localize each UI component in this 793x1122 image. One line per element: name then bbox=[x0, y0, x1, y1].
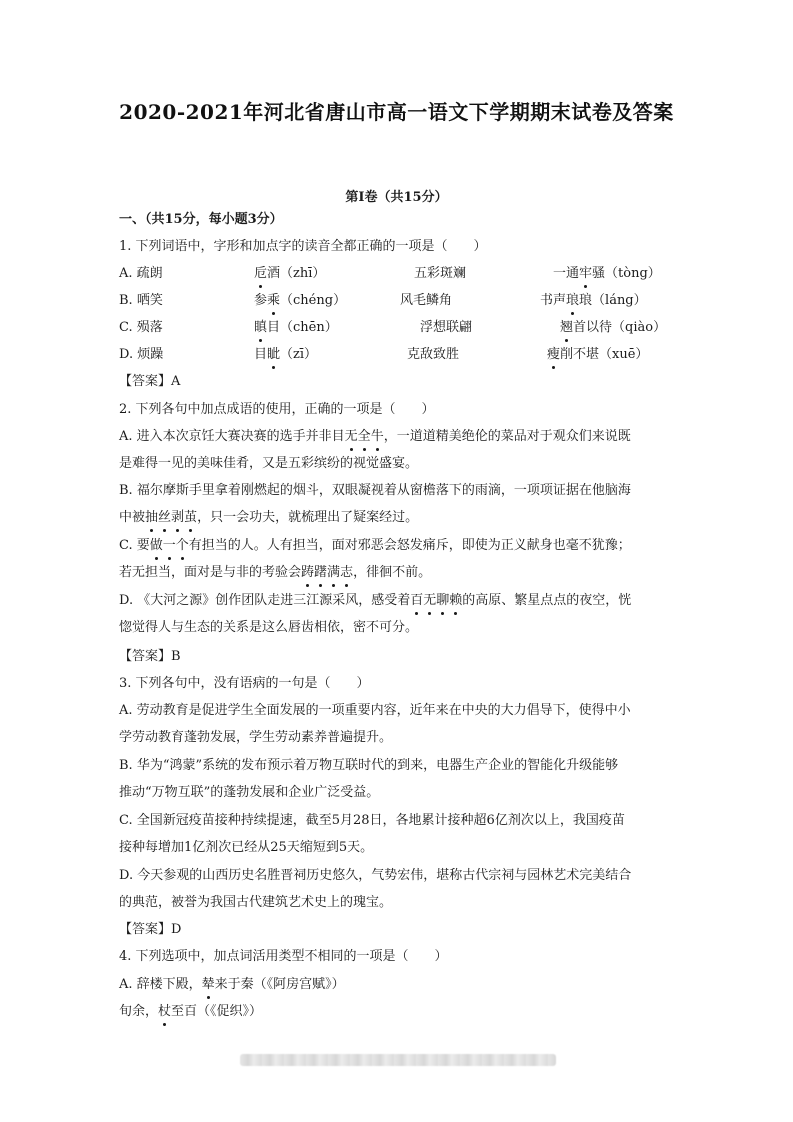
q1-answer: 【答案】A bbox=[119, 374, 181, 389]
q1-b-word3: 风毛鳞角 bbox=[400, 293, 453, 308]
q1-b-word1: B. 哂笑 bbox=[119, 293, 163, 308]
q1-c-word3: 浮想联翩 bbox=[420, 320, 473, 335]
q3-line: 接种每增加1亿剂次已经从25天缩短到5天。 bbox=[119, 840, 374, 855]
q4-option-a: A. 辞楼下殿，辇来于秦（《阿房宫赋》） bbox=[119, 975, 679, 995]
q1-d-word4: 瘦削不堪（xuē） bbox=[547, 345, 648, 365]
q2-option-d-line1: D. 《大河之源》创作团队走进三江源采风，感受着百无聊赖的高原、繁星点点的夜空，恍 bbox=[119, 591, 679, 611]
q3-line: 的典范，被誉为我国古代建筑艺术史上的瑰宝。 bbox=[119, 895, 393, 910]
q2-answer: 【答案】B bbox=[119, 649, 181, 664]
q4-option-a-second: 旬余，杖至百（《促织》） bbox=[119, 1002, 679, 1022]
q3-line: B. 华为“鸿蒙”系统的发布预示着万物互联时代的到来，电器生产企业的智能化升级能够 bbox=[119, 758, 619, 773]
q2-option-c-line2: 若无担当，面对是与非的考验会踌躇满志，徘徊不前。 bbox=[119, 563, 679, 583]
q2-option-a-line2: 是难得一见的美味佳肴，又是五彩缤纷的视觉盛宴。 bbox=[119, 456, 419, 471]
q3-line: A. 劳动教育是促进学生全面发展的一项重要内容，近年来在中央的大力倡导下，使得中小 bbox=[119, 703, 631, 718]
dotted-phrase: 无全牛 bbox=[345, 429, 384, 444]
q1-a-word1: A. 疏朗 bbox=[119, 266, 163, 281]
dotted-phrase: 百无聊赖 bbox=[410, 593, 462, 608]
q1-a-word4: 一通牢骚（tòng） bbox=[553, 264, 661, 284]
q1-d-word3: 克敌致胜 bbox=[407, 347, 460, 362]
q1-c-word1: C. 殒落 bbox=[119, 320, 163, 335]
q2-stem: 2. 下列各句中加点成语的使用，正确的一项是（ ） bbox=[119, 402, 435, 417]
q3-line: D. 今天参观的山西历史名胜晋祠历史悠久，气势宏伟，堪称古代宗祠与园林艺术完美结合 bbox=[119, 868, 632, 883]
q1-b-word4: 书声琅琅（láng） bbox=[540, 291, 647, 311]
q1-b-word2: 参乘（chéng） bbox=[254, 291, 346, 311]
q2-option-b-line1: B. 福尔摩斯手里拿着刚燃起的烟斗，双眼凝视着从窗檐落下的雨滴，一项项证据在他脑海 bbox=[119, 483, 631, 498]
q1-d-word1: D. 烦躁 bbox=[119, 347, 164, 362]
q3-stem: 3. 下列各句中，没有语病的一句是（ ） bbox=[119, 676, 370, 691]
q1-a-word3: 五彩斑斓 bbox=[414, 266, 467, 281]
q3-line: 推动“万物互联”的蓬勃发展和企业广泛受益。 bbox=[119, 785, 380, 800]
part1-heading: 一、（共15分，每小题3分） bbox=[119, 212, 283, 227]
q2-option-c-line1: C. 要做一个有担当的人。人有担当，面对邪恶会怒发痛斥，即使为正义献身也毫不犹豫； bbox=[119, 536, 679, 556]
q3-answer: 【答案】D bbox=[119, 922, 182, 937]
q3-line: 学劳动教育蓬勃发展，学生劳动素养普遍提升。 bbox=[119, 730, 393, 745]
q2-option-a-line1: A. 进入本次京饪大赛决赛的选手并非目无全牛，一道道精美绝伦的菜品对于观众们来说既 bbox=[119, 427, 679, 447]
q1-c-word2: 瞋目（chēn） bbox=[254, 318, 338, 338]
dotted-phrase: 抽丝剥茧 bbox=[145, 510, 197, 525]
section-title: 第Ⅰ卷（共15分） bbox=[345, 190, 448, 205]
q1-a-word2: 卮酒（zhī） bbox=[254, 264, 325, 284]
q2-option-b-line2: 中被抽丝剥茧，只一会功夫，就梳理出了疑案经过。 bbox=[119, 508, 679, 528]
q2-option-d-line2: 惚觉得人与生态的关系是这么唇齿相依，密不可分。 bbox=[119, 620, 419, 635]
blurred-footer-watermark bbox=[240, 1054, 556, 1066]
q4-stem: 4. 下列选项中，加点词活用类型不相同的一项是（ ） bbox=[119, 949, 448, 964]
document-title: 2020-2021年河北省唐山市高一语文下学期期末试卷及答案 bbox=[119, 100, 674, 124]
q3-line: C. 全国新冠疫苗接种持续提速，截至5月28日，各地累计接种超6亿剂次以上，我国疫苗 bbox=[119, 813, 625, 828]
q1-d-word2: 目眦（zī） bbox=[254, 345, 317, 365]
dotted-phrase: 做一个 bbox=[150, 538, 189, 553]
dotted-phrase: 踌躇满志 bbox=[301, 565, 353, 580]
q1-c-word4: 翘首以待（qiào） bbox=[560, 318, 666, 338]
q1-stem: 1. 下列词语中，字形和加点字的读音全都正确的一项是（ ） bbox=[119, 239, 487, 254]
